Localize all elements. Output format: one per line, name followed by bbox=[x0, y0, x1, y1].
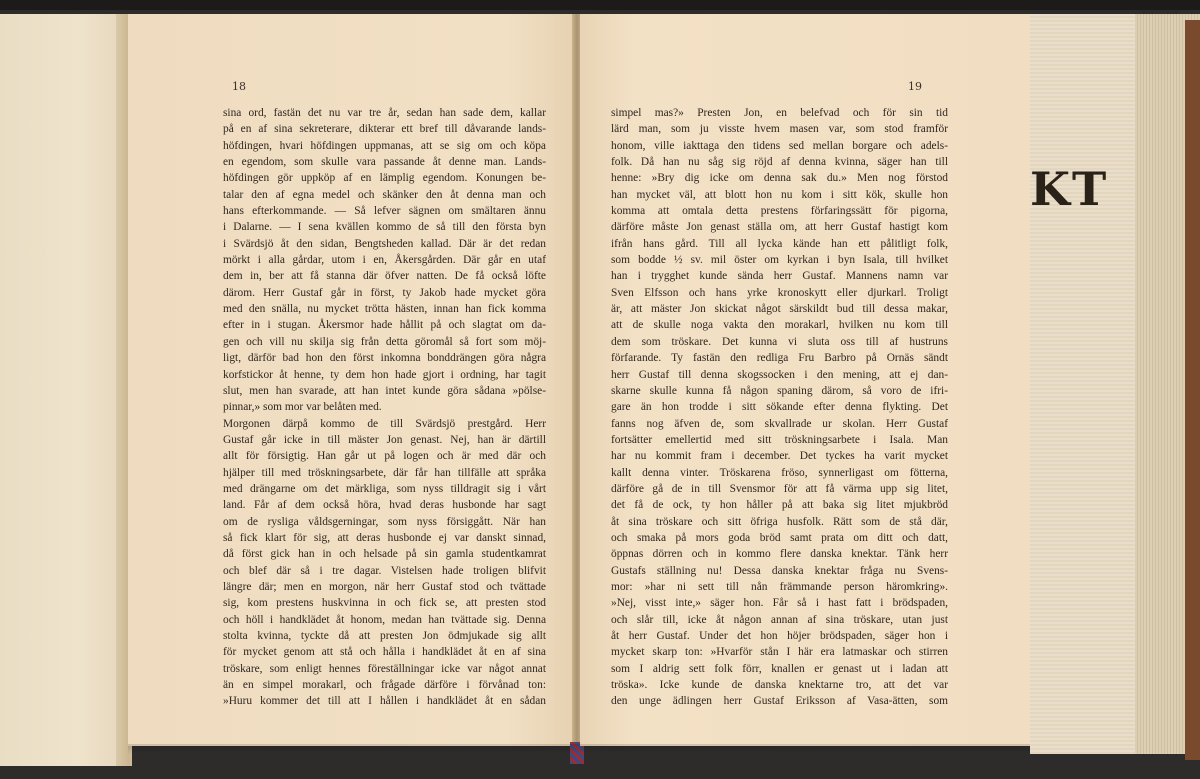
page-shadow bbox=[128, 744, 1030, 754]
text-line: är, att mäster Jon skickat något särskildt bud till dessa makar, bbox=[611, 303, 948, 316]
text-line: hans efterkommande. — Så lefver sägnen om smältaren ännu bbox=[223, 205, 546, 218]
text-line: ifrån hans gård. Till all lycka kände han ett pålitligt folk, bbox=[611, 237, 948, 250]
text-line: som bodde ½ sv. mil öster om kyrkan i byn Isala, till hvilket bbox=[611, 254, 948, 267]
text-line: än en simpel morakarl, och frågade därföre i förvånad ton: bbox=[223, 679, 546, 692]
text-line: en egendom, som skulle vara passande åt denne man. Lands- bbox=[223, 156, 546, 169]
text-line: den unge ädlingen herr Gustaf Eriksson af Vasa-ätten, som bbox=[611, 695, 948, 708]
text-line: höfdingen gör uppköp af en lämplig egendom. Konungen be- bbox=[223, 172, 546, 185]
text-line: land. Får af dem också höra, hvad deras husbonde har sagt bbox=[223, 499, 546, 512]
text-line: har nu kommit fram i december. Det tyckes ha varit mycket bbox=[611, 450, 948, 463]
text-line: sina ord, fastän det nu var tre år, sedan han sade dem, kallar bbox=[223, 107, 546, 119]
cover-title-fragment: KT bbox=[1030, 162, 1109, 216]
text-line: sig, kom prestens huskvinna in och fick se, att presten stod bbox=[223, 597, 546, 610]
text-line: komma att omtala detta prestens förfaringssätt för pigorna, bbox=[611, 205, 948, 218]
text-line: då först gick han in och helsade på sin gamla studentkamrat bbox=[223, 548, 546, 561]
text-line: fortsätter emellertid med sitt tröskningsarbete i Isala. Man bbox=[611, 433, 948, 446]
text-line: och smaka på mors goda bröd samt prata om ditt och datt, bbox=[611, 531, 948, 544]
text-line: Gustafs ställning nu! Dessa danska knektar fråga nu Svens- bbox=[611, 564, 948, 577]
text-line: han mycket väl, att blott hon nu kom i sitt kök, skulle hon bbox=[611, 188, 948, 201]
text-line: tröskare, som enligt hennes föreställningar icke var något annat bbox=[223, 662, 546, 675]
left-page bbox=[128, 14, 574, 746]
left-page-text bbox=[223, 105, 546, 710]
text-line: ligt, därför bad hon den först inkomna bonddrängen göra några bbox=[223, 352, 546, 365]
text-line: om de rysliga våldsgerningar, som nyss försiggått. När han bbox=[223, 515, 546, 528]
text-line: därföre måste Jon genast ställa om, att herr Gustaf hastigt kom bbox=[611, 221, 948, 234]
text-line: folk. Då han nu såg sig röjd af denna kvinna, säger han till bbox=[611, 156, 948, 169]
text-line: förfarande. Ty fastän den redliga Fru Barbro på Ornäs sändt bbox=[611, 352, 948, 365]
text-line: höfdingen, hvari höfdingen uppmanas, att se sig om och köpa bbox=[223, 139, 546, 152]
text-line: åt herr Gustaf. Under det hon höjer brödspaden, säger hon i bbox=[611, 630, 948, 642]
text-line: dem som tröskare. Det kunna vi sluta oss till af hustruns bbox=[611, 335, 948, 348]
text-line: slut, men han svarade, att han intet kunde göra sådana »pölse- bbox=[223, 384, 546, 397]
text-line: stolta kvinna, tyckte då att presten Jon ödmjukade sig allt bbox=[223, 630, 546, 642]
text-line: därföre gå de in till Svensmor för att få värma upp sig litet, bbox=[611, 482, 948, 495]
text-line: talar den af egna medel och skänker den åt denna man och bbox=[223, 188, 546, 201]
text-line: efter in i stugan. Åkersmor hade hållit på och slagtat om da- bbox=[223, 319, 546, 332]
text-line: i Svärdsjö åt den sidan, Bengtsheden kallad. Där är det redan bbox=[223, 237, 546, 250]
text-line: honom, ville iakttaga den tidens sed mellan borgare och adels- bbox=[611, 139, 948, 152]
left-page-number: 18 bbox=[232, 80, 246, 93]
text-line: gen och vill nu skilja sig från detta göromål så fort som möj- bbox=[223, 335, 546, 348]
text-line: med den snälla, nu mycket trötta hästen, innan han fick komma bbox=[223, 303, 546, 316]
text-line: och höll i handklädet åt honom, medan han tvättade sig. Denna bbox=[223, 613, 546, 626]
text-line: han i trygghet kunde sända herr Gustaf. Mannens namn var bbox=[611, 270, 948, 283]
text-line: lärd man, som ju visste hvem masen var, som stod framför bbox=[611, 123, 948, 136]
text-line: Sven Elfsson och hans yrke kronoskytt eller djurkarl. Troligt bbox=[611, 286, 948, 299]
text-line: pinnar,» som mor var belåten med. bbox=[223, 401, 382, 414]
text-line: i Dalarne. — I sena kvällen kommo de så till den första byn bbox=[223, 221, 546, 234]
text-line: Gustaf går icke in till mäster Jon genast. Nej, han är därtill bbox=[223, 433, 546, 446]
text-line: mörkt i alla gårdar, utom i en, Åkersgården. Där går en utaf bbox=[223, 254, 546, 267]
text-line: det få de ock, ty hon håller på att baka sig litet mjukbröd bbox=[611, 499, 948, 512]
text-line: på en af sina sekreterare, dikterar ett bref till dåvarande lands- bbox=[223, 123, 546, 136]
text-line: henne: »Bry dig icke om denna sak du.» Men nog förstod bbox=[611, 172, 948, 185]
text-line: fanns nog äfven de, som skvallrade ur skolan. Herr Gustaf bbox=[611, 417, 948, 430]
left-cover-board bbox=[0, 14, 132, 766]
text-line: Morgonen därpå kommo de till Svärdsjö prestgård. Herr bbox=[223, 417, 546, 430]
text-line: längre där; men en morgon, när herr Gustaf stod och tvättade bbox=[223, 580, 546, 593]
backdrop bbox=[0, 0, 1200, 10]
text-line: kallt denna vinter. Tröskarena fröso, synnerligast om fötterna, bbox=[611, 466, 948, 479]
text-line: hjälper till med tröskningsarbete, där får han tillfälle att språka bbox=[223, 466, 546, 479]
text-line: dem in, ber att få stanna där öfver natten. De få också löfte bbox=[223, 270, 546, 283]
text-line: simpel mas?» Presten Jon, en belefvad och för sin tid bbox=[611, 107, 948, 119]
text-line: gare än hon trodde i sitt sökande efter denna flykting. Det bbox=[611, 401, 948, 414]
cover-edge bbox=[1185, 20, 1200, 760]
text-line: herr Gustaf till denna skogssocken i den mening, att ej dan- bbox=[611, 368, 948, 381]
text-line: »Huru kommer det till att I hållen i handklädet åt en sådan bbox=[223, 695, 546, 708]
text-line: så fick klart för sig, att deras husbonde ej var danskt sinnad, bbox=[223, 531, 546, 544]
text-line: öppnas dörren och in kommo flere danska knektar. Tänk herr bbox=[611, 548, 948, 561]
text-line: korfstickor åt henne, ty dem hon hade gjort i ordning, har tagit bbox=[223, 368, 546, 381]
text-line: som I aldrig sett folk förr, knallen er genast ut i ladan att bbox=[611, 662, 948, 675]
text-line: allt för försigtig. Han går ut på logen och är med där och bbox=[223, 450, 546, 463]
text-line: därom. Herr Gustaf går in först, ty Jakob hade mycket göra bbox=[223, 286, 546, 299]
text-line: skarne skulle kunna få någon spaning därom, så voro de ifri- bbox=[611, 384, 948, 397]
text-line: åt sina tröskare och sitt öfriga husfolk. Rätt som de stå där, bbox=[611, 515, 948, 528]
text-line: och slår till, icke åt någon annan af sina tröskare, utan just bbox=[611, 613, 948, 626]
text-line: tröska». Icke kunde de danska knektarne tro, att det var bbox=[611, 679, 948, 692]
text-line: mycket skarp ton: »Hvarför stån I här era latmaskar och stirren bbox=[611, 646, 948, 659]
text-line: mor: »har ni sett till nån främmande person häromkring». bbox=[611, 580, 948, 593]
text-line: och blef där så i tre dagar. Vistelsen hade troligen blifvit bbox=[223, 564, 546, 577]
right-page-number: 19 bbox=[908, 80, 922, 93]
right-page-text bbox=[611, 105, 948, 710]
text-line: för mycket genom att stå och hålla i handklädet åt en af sina bbox=[223, 646, 546, 659]
text-line: med drängarne om det märkliga, som nyss tilldragit sig i vårt bbox=[223, 482, 546, 495]
right-page bbox=[580, 14, 1030, 746]
text-line: att de skulle noga vakta den morakarl, hvilken nu kom till bbox=[611, 319, 948, 332]
text-line: »Nej, visst inte,» säger hon. Får så i hast fatt i brödspaden, bbox=[611, 597, 948, 610]
